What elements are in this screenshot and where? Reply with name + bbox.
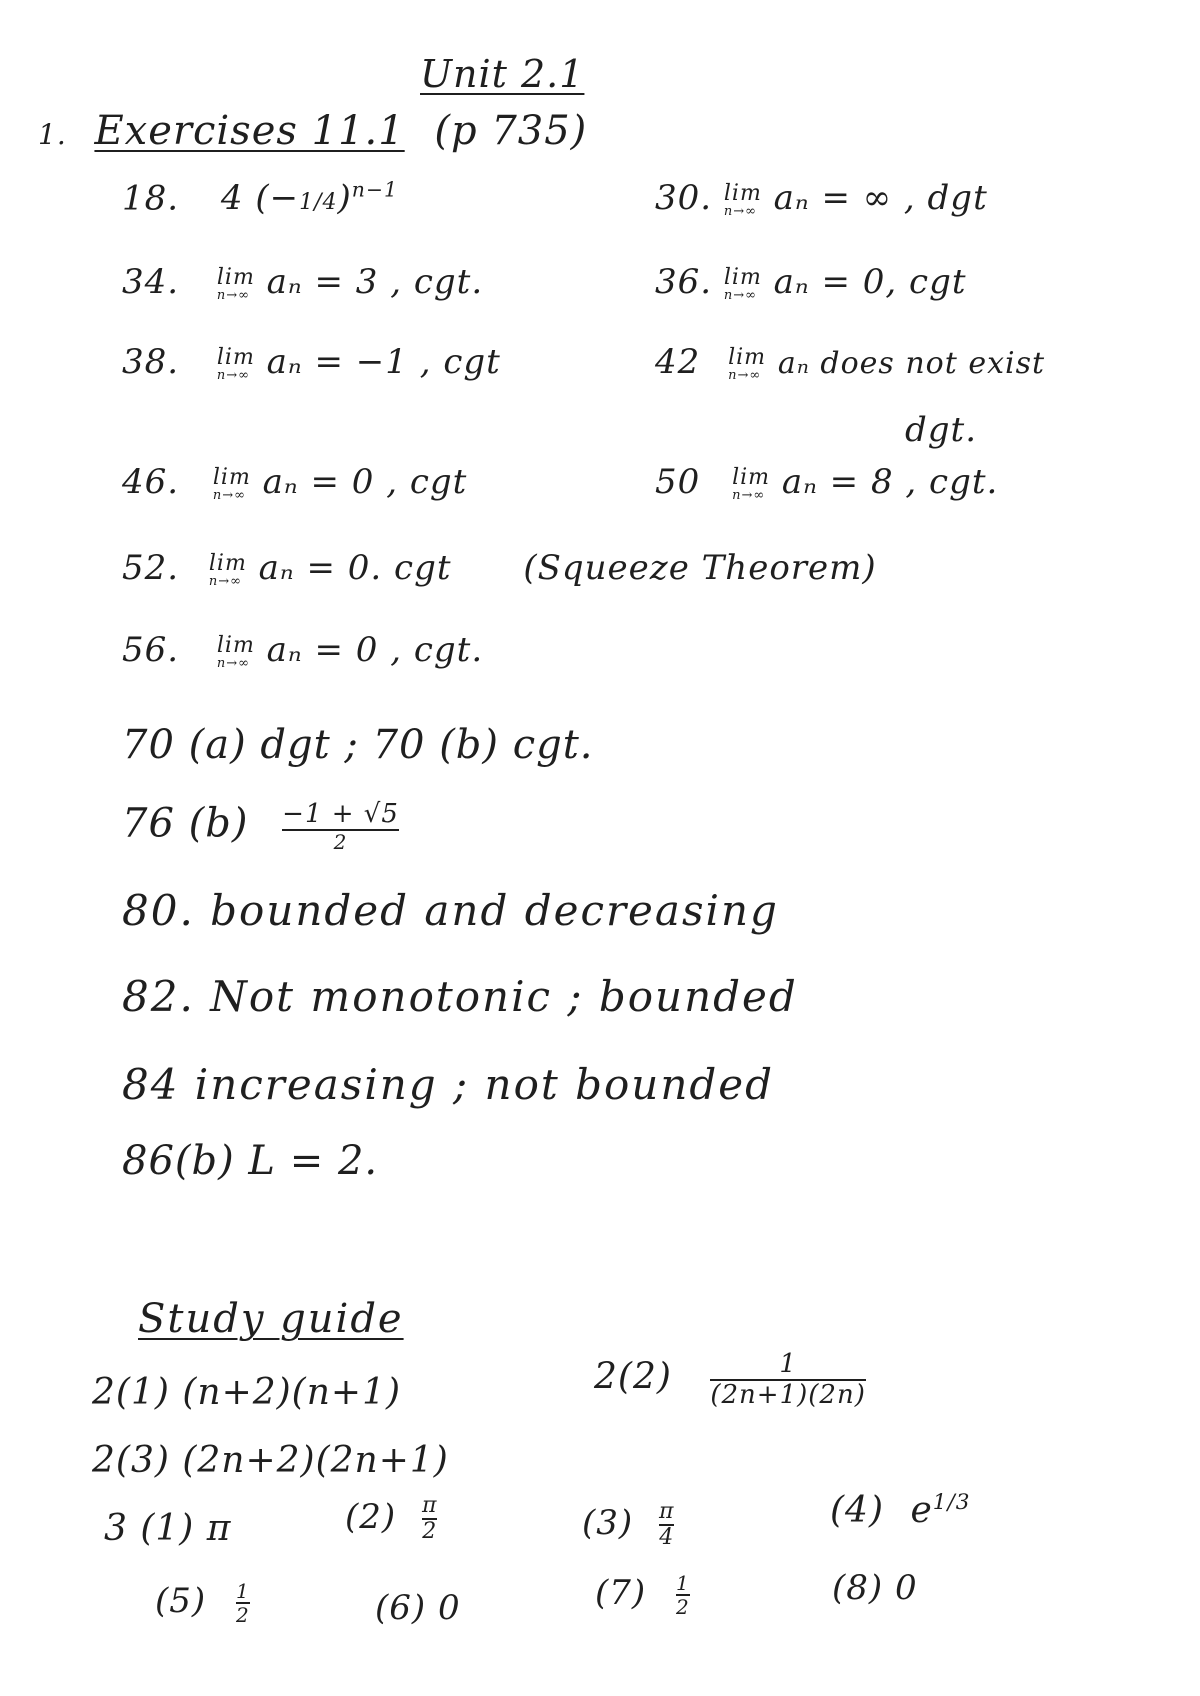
item-label: 2(2)	[594, 1356, 672, 1398]
answer-result: aₙ = ∞ , dgt	[773, 178, 988, 218]
fraction	[710, 1350, 865, 1409]
study-2-3: 2(3) (2n+2)(2n+1)	[92, 1440, 449, 1481]
fraction	[676, 1572, 690, 1618]
page-title: Unit 2.1	[420, 52, 585, 96]
answer-number: 18.	[122, 178, 180, 219]
answer-56	[122, 630, 483, 670]
answer-expression: 4 $(-1/4)^{n-1}$	[220, 178, 398, 219]
section-title: Exercises 11.1	[94, 108, 405, 154]
answer-result: aₙ = 0 , cgt	[262, 462, 468, 502]
answer-36	[655, 262, 967, 302]
denominator: 2	[333, 829, 348, 854]
answer-46	[122, 462, 467, 502]
item-label: (5)	[155, 1581, 207, 1621]
answer-number: 42	[655, 342, 701, 382]
study-3-7	[595, 1572, 690, 1618]
answer-38	[122, 342, 501, 382]
page-reference: (p 735)	[434, 108, 588, 154]
answer-76	[122, 800, 399, 853]
answer-30	[655, 178, 988, 218]
answer-number: 56.	[122, 630, 180, 670]
section-heading	[38, 108, 587, 154]
answer-52	[122, 548, 877, 588]
limit-operator: lim n→∞	[723, 264, 762, 303]
numerator: 1	[779, 1349, 797, 1379]
limit-operator: lim n→∞	[723, 180, 762, 219]
numerator: −1 + √5	[282, 799, 399, 829]
study-guide-heading: Study guide	[138, 1296, 404, 1342]
study-2-1: 2(1) (n+2)(n+1)	[92, 1372, 402, 1413]
denominator: 2	[675, 1595, 690, 1619]
limit-operator: lim n→∞	[216, 632, 255, 671]
answer-number: 52.	[122, 548, 180, 588]
denominator: 2	[235, 1603, 250, 1627]
section-number: 1.	[38, 118, 67, 151]
answer-number: 76 (b)	[122, 800, 249, 847]
limit-operator: lim n→∞	[732, 464, 771, 503]
limit-operator: lim n→∞	[216, 264, 255, 303]
answer-result: aₙ = 0. cgt	[258, 548, 452, 588]
numerator: π	[421, 1493, 438, 1518]
limit-operator: lim n→∞	[208, 550, 247, 589]
study-2-2	[594, 1350, 866, 1409]
fraction	[659, 1500, 674, 1550]
answer-number: 38.	[122, 342, 180, 382]
answer-number: 34.	[122, 262, 180, 302]
item-label: (3)	[582, 1503, 634, 1544]
study-3-6: (6) 0	[375, 1588, 461, 1628]
numerator: 1	[235, 1579, 250, 1603]
answer-number: 46.	[122, 462, 180, 502]
denominator: 4	[659, 1525, 675, 1551]
study-3-3	[582, 1500, 674, 1550]
exponential: $e^{1/3}$	[910, 1490, 971, 1531]
answer-82: 82. Not monotonic ; bounded	[122, 972, 798, 1021]
limit-operator: lim n→∞	[216, 344, 255, 383]
fraction	[422, 1494, 437, 1544]
fraction	[282, 800, 399, 853]
answer-80: 80. bounded and decreasing	[122, 886, 779, 935]
answer-84: 84 increasing ; not bounded	[122, 1060, 775, 1109]
answer-result: aₙ = −1 , cgt	[266, 342, 501, 382]
answer-42-verdict: dgt.	[905, 410, 977, 450]
answer-34	[122, 262, 483, 302]
answer-18	[122, 178, 398, 218]
item-label: (4)	[830, 1490, 884, 1531]
item-label: (7)	[595, 1573, 647, 1613]
denominator: 2	[422, 1519, 438, 1545]
fraction	[236, 1580, 250, 1626]
answer-number: 36.	[655, 262, 713, 302]
answer-70: 70 (a) dgt ; 70 (b) cgt.	[122, 722, 594, 768]
study-3-4	[830, 1490, 971, 1531]
answer-50	[655, 462, 998, 502]
denominator: (2n+1)(2n)	[710, 1379, 866, 1410]
numerator: 1	[675, 1571, 690, 1595]
study-3-5	[155, 1580, 250, 1626]
study-3-1: 3 (1) π	[104, 1508, 232, 1549]
numerator: π	[658, 1499, 675, 1524]
answer-note: (Squeeze Theorem)	[523, 548, 877, 588]
limit-operator: lim n→∞	[728, 344, 767, 383]
answer-result: aₙ does not exist	[777, 346, 1046, 381]
answer-result: aₙ = 3 , cgt.	[266, 262, 484, 302]
answer-86: 86(b) L = 2.	[122, 1138, 379, 1184]
study-3-2	[345, 1494, 437, 1544]
answer-number: 50	[655, 462, 701, 502]
limit-operator: lim n→∞	[212, 464, 251, 503]
answer-result: aₙ = 8 , cgt.	[781, 462, 999, 502]
answer-result: aₙ = 0 , cgt.	[266, 630, 484, 670]
answer-result: aₙ = 0, cgt	[773, 262, 967, 302]
study-3-8: (8) 0	[832, 1568, 918, 1608]
item-label: (2)	[345, 1497, 397, 1538]
answer-42	[655, 342, 1045, 382]
answer-number: 30.	[655, 178, 713, 218]
